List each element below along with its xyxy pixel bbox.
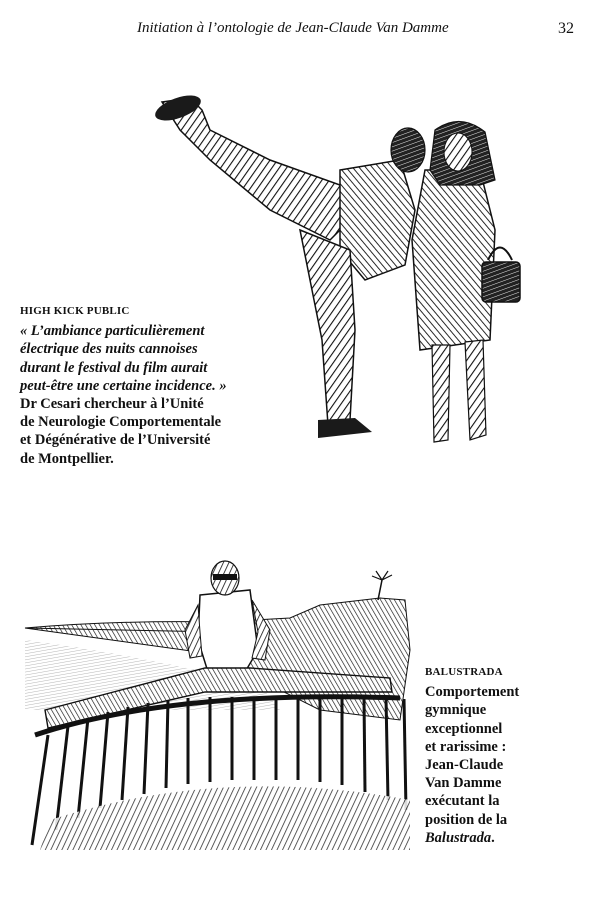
caption-line: Comportement	[425, 684, 520, 701]
caption-line: exceptionnel	[425, 720, 503, 737]
caption-line: exécutant la	[425, 793, 500, 810]
high-kick-caption	[20, 302, 310, 468]
caption-last-line	[425, 829, 575, 847]
attribution-line: de Montpellier.	[20, 450, 114, 467]
attribution-line: de Neurologie Comportementale	[20, 414, 222, 431]
caption-line: gymnique	[425, 702, 487, 719]
attribution-line: et Dégénérative de l’Université	[20, 432, 211, 449]
page-number: 32	[558, 20, 574, 37]
caption-line: position de la	[425, 811, 508, 828]
caption-line: et rarissime :	[425, 738, 507, 755]
quote-line: électrique des nuits cannoises	[20, 341, 198, 358]
caption-label: HIGH KICK PUBLIC	[20, 305, 130, 317]
quote-line: peut-être une certaine incidence. »	[20, 377, 227, 394]
balustrada-caption	[425, 663, 575, 847]
quote-line: durant le festival du film aurait	[20, 359, 208, 376]
attribution-line: Dr Cesari chercheur à l’Unité	[20, 396, 204, 413]
caption-label: BALUSTRADA	[425, 666, 503, 678]
running-title: Initiation à l’ontologie de Jean-Claude Van Damme	[137, 20, 449, 36]
quote-line: « L’ambiance particulièrement	[20, 323, 205, 340]
running-head	[0, 20, 600, 40]
caption-period: .	[491, 829, 495, 846]
caption-line: Jean-Claude	[425, 757, 504, 774]
caption-line: Van Damme	[425, 775, 502, 792]
caption-italic-term: Balustrada	[425, 829, 492, 846]
balustrada-illustration	[20, 560, 415, 850]
